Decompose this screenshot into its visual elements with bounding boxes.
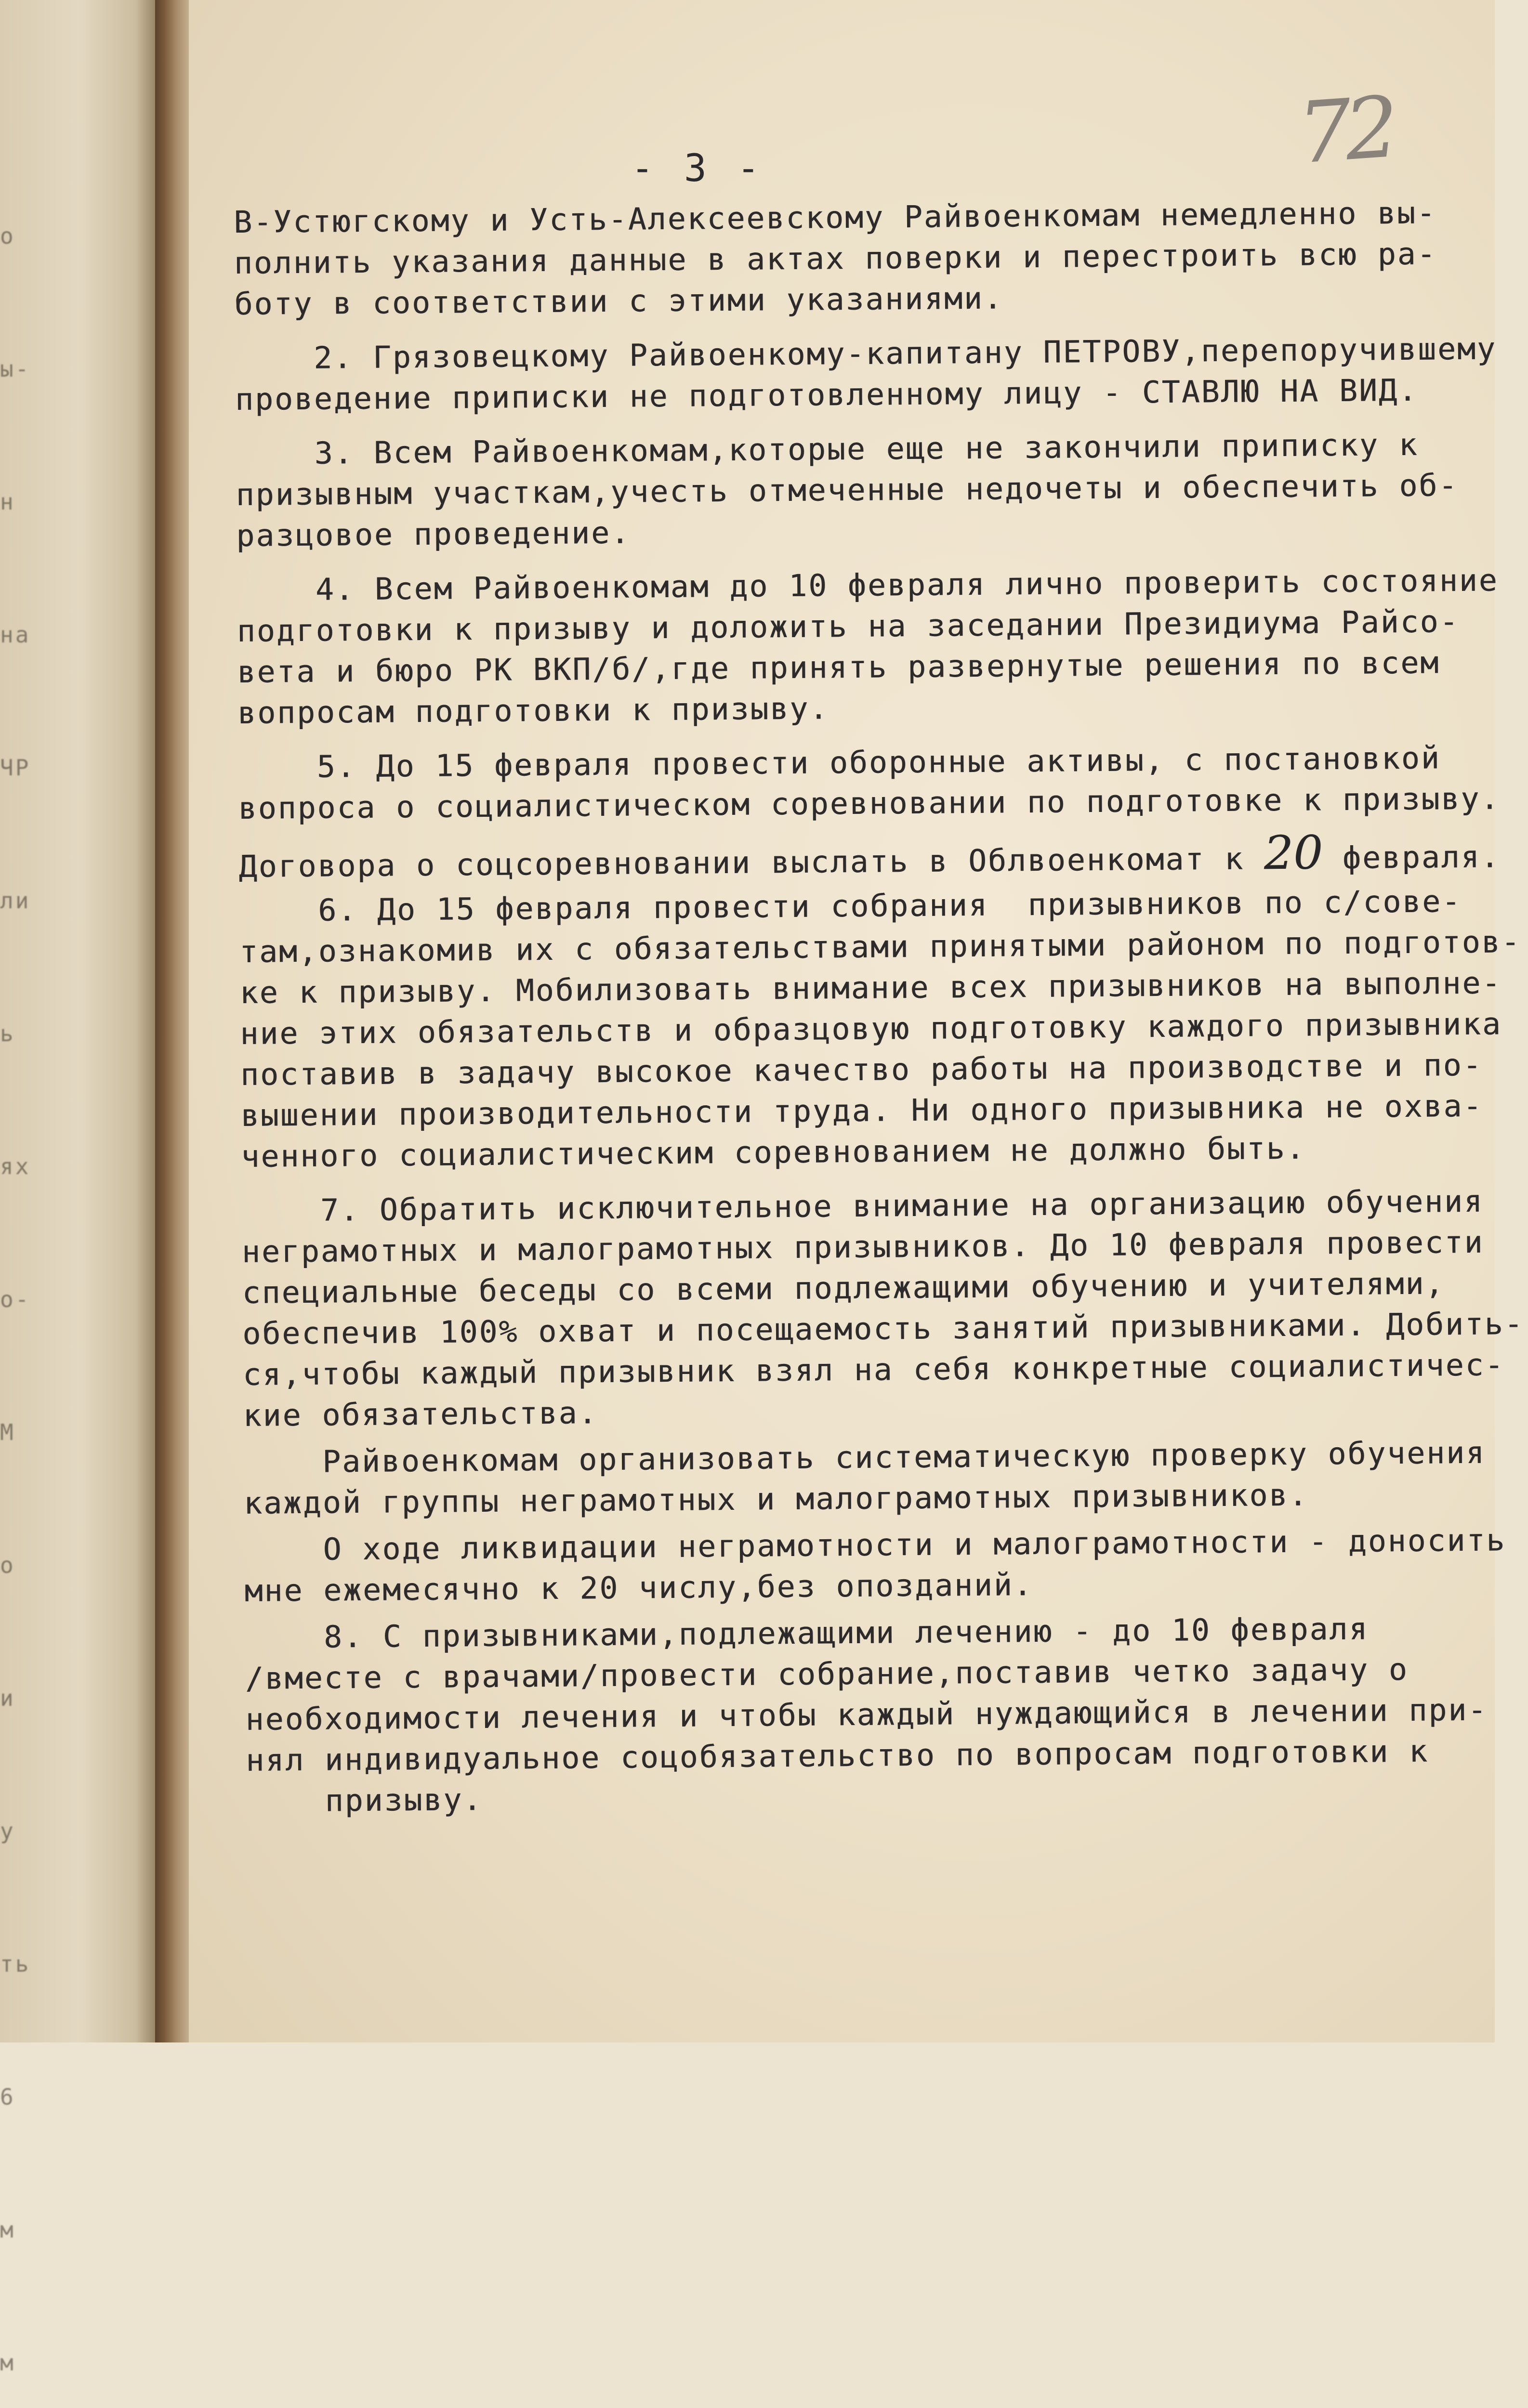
facing-page-fragment: м — [0, 2217, 15, 2243]
facing-page-fragment: ы- — [0, 356, 31, 382]
text-line: ченного социалистическим соревнованием не должно быть. — [241, 1130, 1306, 1174]
text-line: неграмотных и малограмотных призывников. До 10 февраля провести — [241, 1224, 1484, 1269]
text-line: Райвоенкомам организовать систематическую проверку обучения — [243, 1435, 1486, 1480]
facing-page-fragment: о — [0, 223, 15, 249]
facing-page-fragment: у — [0, 1818, 15, 1844]
text-line: подготовки к призыву и доложить на заседании Президиума Райсо- — [237, 604, 1460, 649]
text-line: вопросам подготовки к призыву. — [237, 691, 830, 731]
facing-page — [0, 0, 159, 2376]
text-line: разцовое проведение. — [236, 515, 631, 553]
text-line: каждой группы неграмотных и малограмотных призывников. — [243, 1477, 1309, 1521]
text-line: призыву. — [246, 1782, 483, 1819]
text-line: боту в соответствии с этими указаниями. — [234, 280, 1004, 322]
text-line: кие обязательства. — [243, 1395, 598, 1433]
text-line: проведение приписки не подготовленному лицу - СТАВЛЮ НА ВИД. — [235, 372, 1419, 417]
text-line: ся,чтобы каждый призывник взял на себя конкретные социалистичес- — [242, 1347, 1505, 1392]
text-line: поставив в задачу высокое качество работы на производстве и по- — [240, 1047, 1483, 1092]
text-line: вышении производительности труда. Ни одного призывника не охва- — [240, 1088, 1483, 1133]
text-line: 4. Всем Райвоенкомам до 10 февраля лично проверить состояние — [236, 563, 1499, 608]
text-line — [238, 825, 1501, 884]
text-line: 7. Обратить исключительное внимание на организацию обучения — [241, 1183, 1484, 1229]
facing-page-text — [0, 0, 159, 2376]
text-line: 6. До 15 февраля провести собрания призывников по с/сове- — [239, 884, 1462, 929]
text-line: 2. Грязовецкому Райвоенкому-капитану ПЕТРОВУ,перепоручившему — [235, 331, 1497, 376]
page-number: - 3 - — [631, 147, 764, 190]
line-text: Договора о соцсоревновании выслать в Облвоенкомат к — [238, 841, 1265, 884]
facing-page-fragment: м — [0, 2350, 15, 2376]
text-line: /вместе с врачами/провести собрание,поставив четко задачу о — [245, 1651, 1409, 1696]
folio-number: 72 — [1295, 79, 1396, 183]
facing-page-fragment: 6 — [0, 2084, 15, 2110]
text-line: вета и бюро РК ВКП/б/,где принять развернутые решения по всем — [237, 645, 1440, 690]
facing-page-fragment: о- — [0, 1286, 31, 1312]
facing-page-fragment: ь — [0, 1021, 15, 1047]
facing-page-fragment: ЧР — [0, 755, 31, 781]
text-line: там,ознакомив их с обязательствами принятыми районом по подготов- — [239, 924, 1521, 969]
text-line: полнить указания данные в актах поверки и перестроить всю ра- — [234, 236, 1437, 281]
text-line: вопроса о социалистическом соревновании по подготовке к призыву. — [238, 781, 1501, 826]
text-line: обеспечив 100% охват и посещаемость занятий призывниками. Добить- — [242, 1306, 1524, 1351]
text-line: 8. С призывниками,подлежащими лечению - до 10 февраля — [245, 1611, 1369, 1655]
text-line: О ходе ликвидации неграмотности и малограмотности - доносить — [244, 1522, 1506, 1568]
facing-page-fragment: ях — [0, 1153, 31, 1179]
text-line: нял индивидуальное соцобязательство по вопросам подготовки к — [246, 1733, 1429, 1778]
text-line: 5. До 15 февраля провести оборонные активы, с постановкой — [237, 740, 1441, 785]
facing-page-fragment: о — [0, 1552, 15, 1578]
book-spine — [155, 0, 193, 2042]
facing-page-fragment: и — [0, 1685, 15, 1711]
facing-page-fragment: на — [0, 622, 31, 648]
text-line: необходимости лечения и чтобы каждый нуждающийся в лечении при- — [245, 1692, 1488, 1737]
text-line: призывным участкам,учесть отмеченные недочеты и обеспечить об- — [236, 468, 1459, 512]
text-line: ке к призыву. Мобилизовать внимание всех призывников на выполне- — [239, 965, 1502, 1010]
text-line: мне ежемесячно к 20 числу,без опозданий. — [244, 1567, 1033, 1609]
facing-page-fragment: ть — [0, 1951, 31, 1977]
facing-page-fragment: ли — [0, 888, 31, 914]
text-line: специальные беседы со всеми подлежащими обучению и учителями, — [242, 1266, 1445, 1310]
facing-page-fragment: М — [0, 1419, 15, 1445]
text-line: В-Устюгскому и Усть-Алексеевскому Райвоенкомам немедленно вы- — [233, 195, 1437, 240]
text-line: ние этих обязательств и образцовую подготовку каждого призывника — [240, 1006, 1502, 1051]
facing-page-fragment: н — [0, 489, 15, 515]
text-line: 3. Всем Райвоенкомам,которые еще не закончили приписку к — [235, 427, 1419, 471]
handwritten-date: 20 — [1264, 825, 1323, 880]
line-text: февраля. — [1322, 839, 1501, 876]
